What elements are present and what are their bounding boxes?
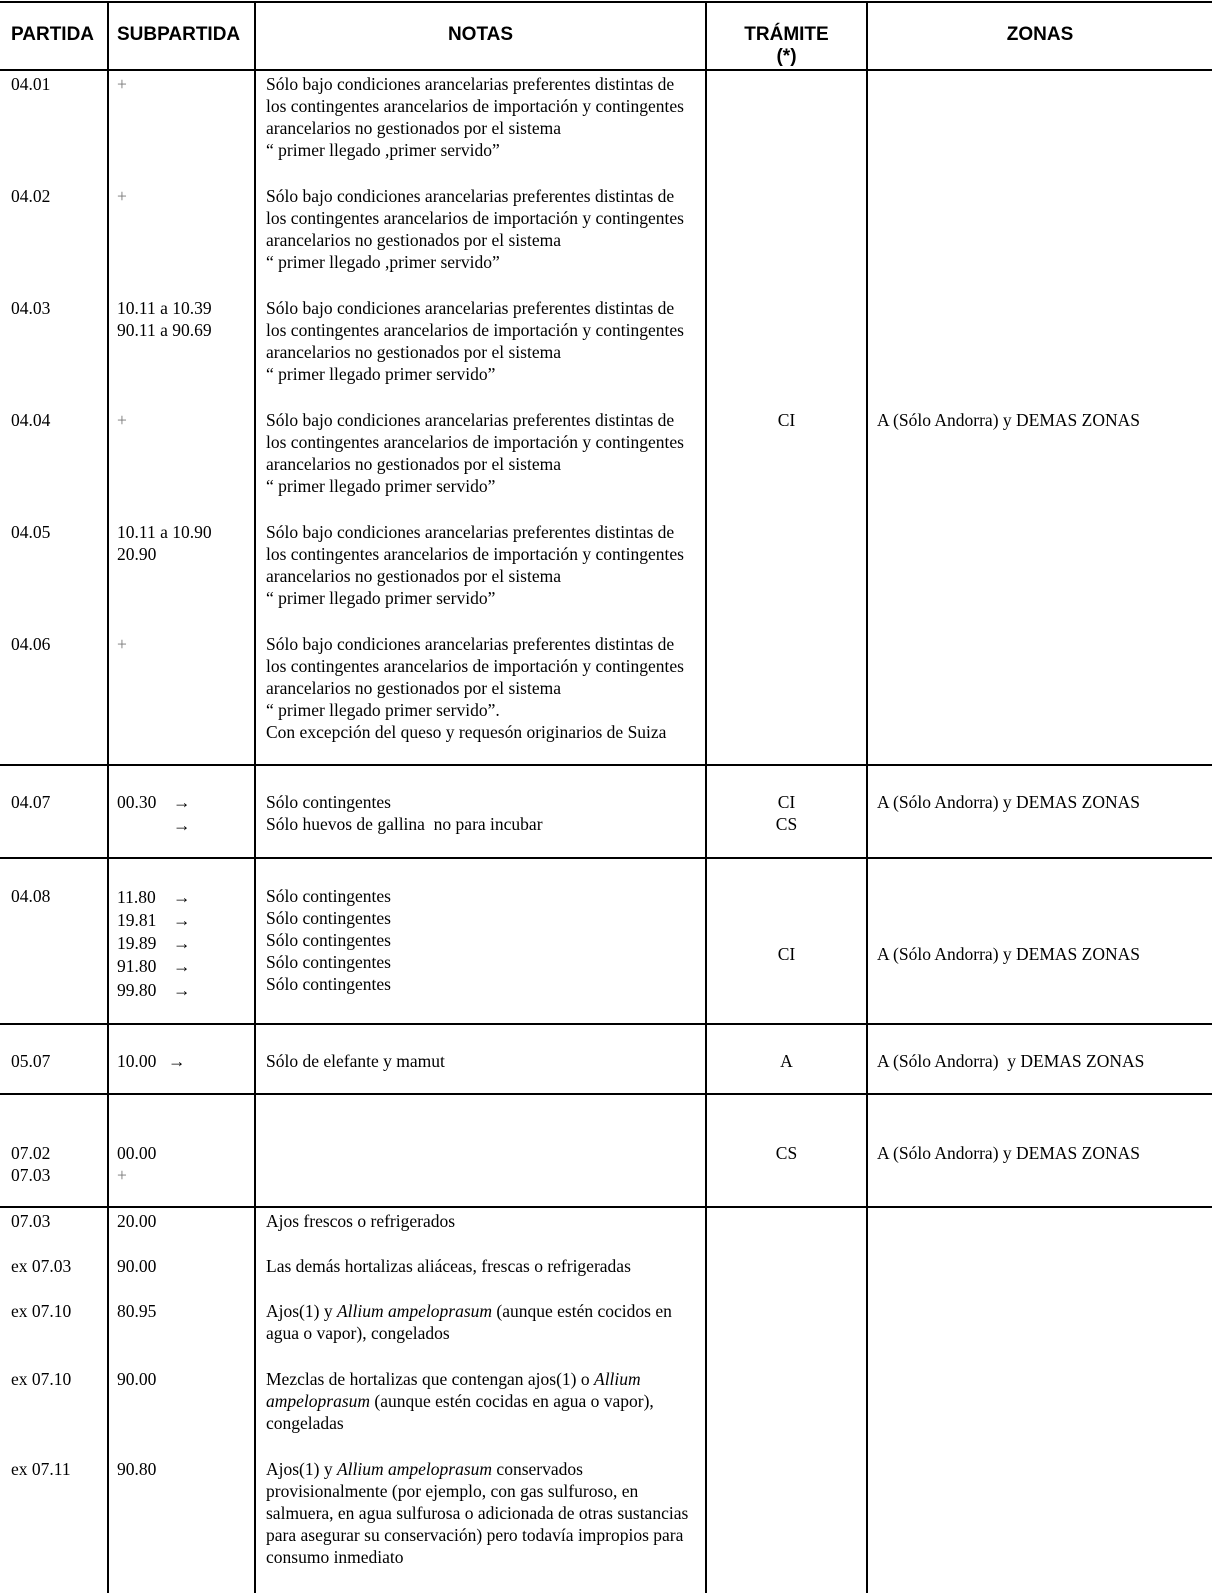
header-subpartida: SUBPARTIDA <box>117 24 241 45</box>
note-text: “ primer llegado primer servido” <box>266 588 496 608</box>
subpartida-cell: 90.00 <box>117 1256 157 1276</box>
note-cell <box>266 409 696 497</box>
zonas-cell: A (Sólo Andorra) y DEMAS ZONAS <box>877 944 1140 964</box>
row-divider <box>0 1093 1212 1095</box>
species-name: Allium ampeloprasum <box>336 1301 493 1321</box>
subpartida-cell: 19.89 <box>117 933 157 953</box>
partida-cell: 04.01 <box>11 74 51 94</box>
partida-cell: 07.02 <box>11 1143 51 1163</box>
subpartida-cell: 00.30 <box>117 792 157 812</box>
note-text: Sólo de elefante y mamut <box>266 1051 445 1071</box>
note-cell <box>266 297 696 385</box>
subpartida-cell: 20.90 <box>117 544 157 564</box>
row-divider <box>0 857 1212 859</box>
partida-cell: ex 07.10 <box>11 1369 72 1389</box>
table-border-top <box>0 1 1212 3</box>
subpartida-cell: + <box>117 634 127 654</box>
partida-cell: ex 07.03 <box>11 1256 72 1276</box>
zonas-cell: A (Sólo Andorra) y DEMAS ZONAS <box>877 410 1140 430</box>
partida-cell: 05.07 <box>11 1051 51 1071</box>
subpartida-cell: 90.80 <box>117 1459 157 1479</box>
note-text: “ primer llegado ,primer servido” <box>266 140 500 160</box>
zonas-cell: A (Sólo Andorra) y DEMAS ZONAS <box>877 1051 1145 1071</box>
subpartida-cell: 10.00 <box>117 1051 157 1071</box>
header-zonas: ZONAS <box>1006 24 1074 45</box>
tramite-cell: CS <box>775 1143 798 1163</box>
row-divider <box>0 1206 1212 1208</box>
subpartida-cell: 91.80 <box>117 956 157 976</box>
subpartida-cell: + <box>117 410 127 430</box>
subpartida-cell: 00.00 <box>117 1143 157 1163</box>
note-cell <box>266 1300 696 1344</box>
note-text: Sólo contingentes <box>266 886 391 906</box>
subpartida-cell: 10.11 a 10.39 <box>117 298 212 318</box>
note-text: Sólo bajo condiciones arancelarias preferentes distintas de los contingentes arancelarios de importación y contingentes arancelarios no gestionados por el sistema <box>266 298 684 362</box>
note-text: Sólo bajo condiciones arancelarias preferentes distintas de los contingentes arancelarios de importación y contingentes arancelarios no gestionados por el sistema <box>266 186 684 250</box>
subpartida-cell: 90.11 a 90.69 <box>117 320 212 340</box>
note-text: “ primer llegado ,primer servido” <box>266 252 500 272</box>
header-partida: PARTIDA <box>11 24 95 45</box>
tramite-cell: CI <box>777 792 796 812</box>
partida-cell: 04.06 <box>11 634 51 654</box>
subpartida-cell: 20.00 <box>117 1211 157 1231</box>
subpartida-cell: 90.00 <box>117 1369 157 1389</box>
note-cell <box>266 1368 696 1434</box>
arrow-icon: → <box>173 815 191 835</box>
header-tramite-label: TRÁMITE <box>744 24 829 45</box>
partida-cell: 04.05 <box>11 522 51 542</box>
arrow-icon: → <box>168 1051 186 1071</box>
note-text: Sólo contingentes <box>266 908 391 928</box>
partida-cell: ex 07.10 <box>11 1301 72 1321</box>
partida-cell: 04.03 <box>11 298 51 318</box>
note-text: Sólo bajo condiciones arancelarias preferentes distintas de los contingentes arancelarios de importación y contingentes arancelarios no gestionados por el sistema <box>266 74 684 138</box>
partida-cell: ex 07.11 <box>11 1459 71 1479</box>
species-name: Allium ampeloprasum <box>336 1459 493 1479</box>
note-text: Sólo contingentes <box>266 930 391 950</box>
arrow-icon: → <box>173 887 191 907</box>
partida-cell: 04.04 <box>11 410 51 430</box>
note-text: Ajos frescos o refrigerados <box>266 1211 456 1231</box>
column-divider <box>866 2 868 1593</box>
partida-cell: 07.03 <box>11 1211 51 1231</box>
subpartida-cell: 99.80 <box>117 980 157 1000</box>
subpartida-cell: 11.80 <box>117 887 156 907</box>
arrow-icon: → <box>173 792 191 812</box>
note-text: Ajos(1) y <box>266 1301 337 1321</box>
subpartida-cell: + <box>117 1165 127 1185</box>
arrow-icon: → <box>173 956 191 976</box>
note-text: Sólo bajo condiciones arancelarias preferentes distintas de los contingentes arancelarios de importación y contingentes arancelarios no gestionados por el sistema <box>266 522 684 586</box>
partida-cell: 04.08 <box>11 886 51 906</box>
note-text: “ primer llegado primer servido” <box>266 476 496 496</box>
column-divider <box>254 2 256 1593</box>
note-text: Sólo huevos de gallina no para incubar <box>266 814 543 834</box>
note-text: Sólo contingentes <box>266 952 391 972</box>
note-text: Sólo bajo condiciones arancelarias preferentes distintas de los contingentes arancelarios de importación y contingentes arancelarios no gestionados por el sistema <box>266 410 684 474</box>
note-text: conservados provisionalmente (por ejemplo, con gas sulfuroso, en salmuera, en agua sulfurosa o adicionada de otras sustancias para asegurar su conservación) pero todavía impropios para consumo inmediato <box>266 1459 689 1567</box>
zonas-cell: A (Sólo Andorra) y DEMAS ZONAS <box>877 792 1140 812</box>
note-cell <box>266 73 696 161</box>
tramite-cell: CS <box>775 814 798 834</box>
arrow-icon: → <box>173 933 191 953</box>
note-text: Las demás hortalizas aliáceas, frescas o refrigeradas <box>266 1256 631 1276</box>
partida-cell: 04.07 <box>11 792 51 812</box>
row-divider <box>0 1023 1212 1025</box>
arrow-icon: → <box>173 910 191 930</box>
note-text: Sólo contingentes <box>266 792 391 812</box>
tramite-cell: CI <box>777 410 796 430</box>
subpartida-cell: 80.95 <box>117 1301 157 1321</box>
note-text: (aunque estén cocidos en agua o vapor), congelados <box>266 1301 672 1343</box>
partida-cell: 07.03 <box>11 1165 51 1185</box>
subpartida-cell: + <box>117 186 127 206</box>
subpartida-cell: 19.81 <box>117 910 157 930</box>
note-text: (aunque estén cocidas en agua o vapor), congeladas <box>266 1391 654 1433</box>
column-divider <box>107 2 109 1593</box>
note-text: “ primer llegado primer servido” <box>266 364 496 384</box>
arrow-icon: → <box>173 980 191 1000</box>
partida-cell: 04.02 <box>11 186 51 206</box>
row-divider <box>0 764 1212 766</box>
note-text: Ajos(1) y <box>266 1459 337 1479</box>
note-cell <box>266 1458 696 1568</box>
header-tramite <box>707 24 866 92</box>
note-text: “ primer llegado primer servido”. <box>266 700 500 720</box>
note-text: Mezclas de hortalizas que contengan ajos(1) o <box>266 1369 594 1389</box>
tramite-cell: CI <box>777 944 796 964</box>
note-text: Sólo bajo condiciones arancelarias preferentes distintas de los contingentes arancelarios de importación y contingentes arancelarios no gestionados por el sistema <box>266 634 684 698</box>
subpartida-cell: + <box>117 74 127 94</box>
note-cell <box>266 633 696 743</box>
header-notas: NOTAS <box>447 24 514 45</box>
note-text: Sólo contingentes <box>266 974 391 994</box>
note-cell <box>266 185 696 273</box>
species-name: Allium ampeloprasum <box>266 1369 641 1411</box>
zonas-cell: A (Sólo Andorra) y DEMAS ZONAS <box>877 1143 1140 1163</box>
subpartida-cell: 10.11 a 10.90 <box>117 522 212 542</box>
header-tramite-note: (*) <box>776 46 797 67</box>
note-text: Con excepción del queso y requesón originarios de Suiza <box>266 722 667 742</box>
note-cell <box>266 521 696 609</box>
tramite-cell: A <box>780 1051 793 1071</box>
